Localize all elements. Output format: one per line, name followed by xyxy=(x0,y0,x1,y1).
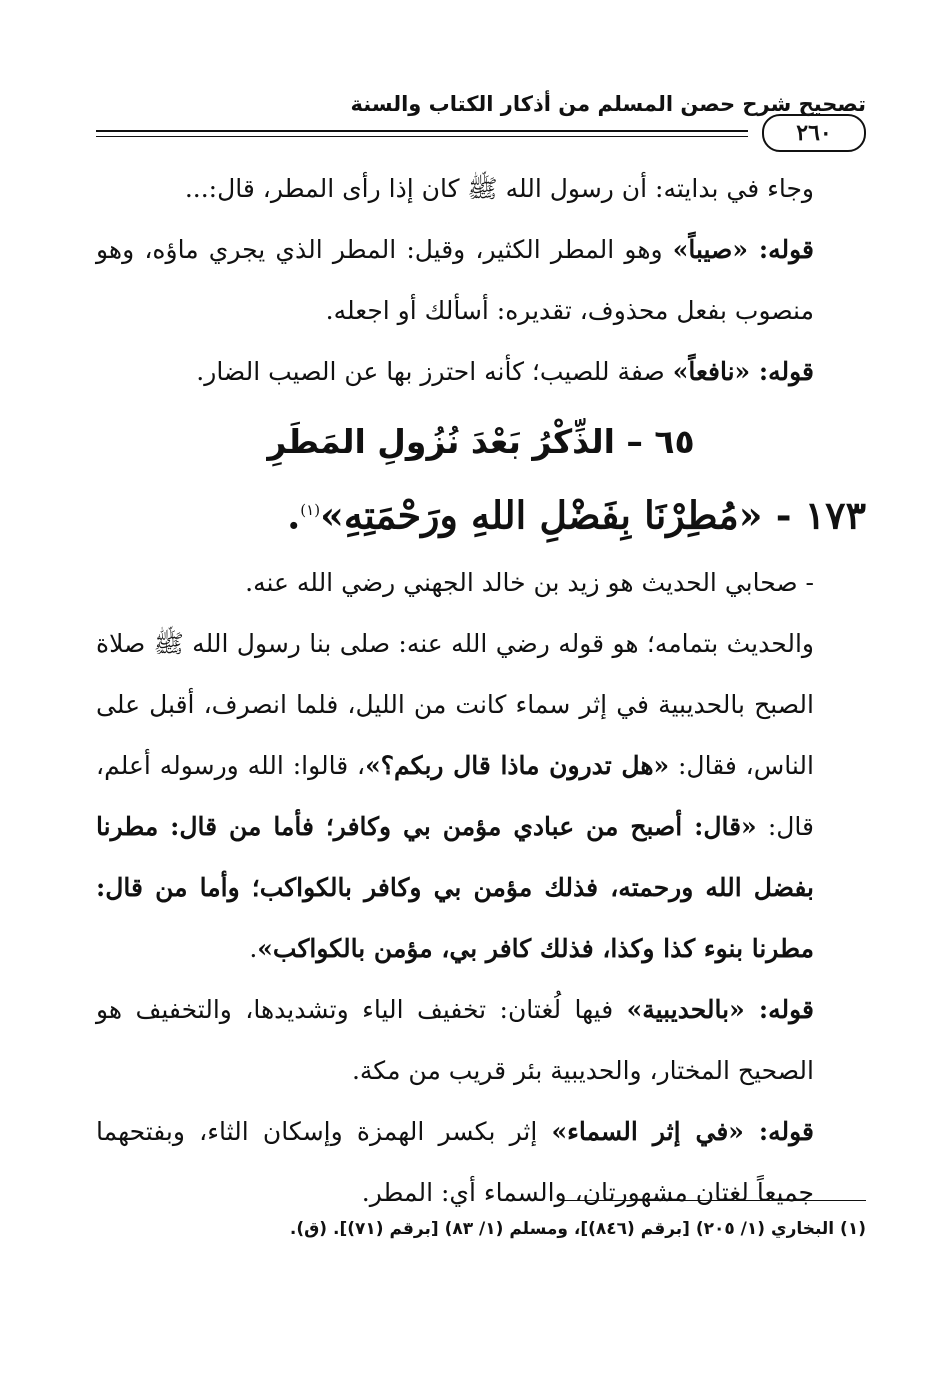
hadith-body: ١٧٣ - «مُطِرْنَا بِفَضْلِ اللهِ ورَحْمَتِهِ» xyxy=(320,492,866,538)
paragraph-companion: - صحابي الحديث هو زيد بن خالد الجهني رضي الله عنه. xyxy=(245,567,814,597)
term-label: قوله: «بالحديبية» xyxy=(626,994,814,1024)
footnote-marker: (١) xyxy=(300,501,321,519)
term-explanation: صفة للصيب؛ كأنه احترز بها عن الصيب الضار. xyxy=(196,357,673,386)
term-explanation: فيها لُغتان: تخفيف الياء وتشديدها، والتخفيف هو الصحيح المختار، والحديبية بئر قريب من مكة. xyxy=(96,994,814,1085)
paragraph-nafian xyxy=(96,341,866,402)
text-segment: . xyxy=(249,933,258,963)
hadith-end: . xyxy=(287,492,301,538)
page-body xyxy=(96,158,866,1223)
text-segment: ، قالوا: الله ورسوله أعلم، قال: xyxy=(96,750,814,841)
paragraph-full-hadith xyxy=(96,613,866,979)
running-title: تصحيح شرح حصن المسلم من أذكار الكتاب والسنة xyxy=(350,92,866,116)
term-label: قوله: «نافعاً» xyxy=(672,357,814,386)
term-explanation: إثر بكسر الهمزة وإسكان الثاء، وبفتحهما جميعاً لغتان مشهورتان، والسماء أي: المطر. xyxy=(96,1116,814,1207)
header-rule-thin xyxy=(96,136,748,137)
page-header xyxy=(96,92,866,152)
chapter-title: ٦٥ – الذِّكْرُ بَعْدَ نُزُولِ المَطَرِ xyxy=(267,422,695,461)
paragraph-ithr-sama xyxy=(96,1101,866,1223)
hadith-text xyxy=(96,474,866,552)
footnote: (١) البخاري (١/ ٢٠٥) [برقم (٨٤٦)]، ومسلم (١/ ٨٣) [برقم (٧١)]. (ق). xyxy=(289,1219,866,1239)
text-segment: والحديث بتمامه؛ هو قوله رضي الله عنه: صلى بنا رسول الله ﷺ صلاة الصبح بالحديبية في إثر سماء كانت من الليل، فلما انصرف، أقبل على الناس، فقال: xyxy=(96,628,814,780)
header-rule-thick xyxy=(96,130,748,132)
term-label: قوله: «صيباً» xyxy=(672,235,814,264)
paragraph-hudaybiyah xyxy=(96,979,866,1101)
paragraph-intro: وجاء في بدايته: أن رسول الله ﷺ كان إذا رأى المطر، قال:... xyxy=(184,174,814,203)
paragraph-sayyiban xyxy=(96,219,866,341)
term-label: قوله: «في إثر السماء» xyxy=(551,1116,815,1146)
term-explanation: وهو المطر الكثير، وقيل: المطر الذي يجري ماؤه، وهو منصوب بفعل محذوف، تقديره: أسألك أو اجعله. xyxy=(96,235,814,325)
page-number: ٢٦٠ xyxy=(762,114,866,152)
footnote-separator xyxy=(564,1200,866,1201)
quote-segment: «قال: أصبح من عبادي مؤمن بي وكافر؛ فأما من قال: مطرنا بفضل الله ورحمته، فذلك مؤمن بي وكافر بالكواكب؛ وأما من قال: مطرنا بنوء كذا وكذا، فذلك كافر بي، مؤمن بالكواكب» xyxy=(96,811,814,963)
quote-segment: «هل تدرون ماذا قال ربكم؟» xyxy=(365,750,670,780)
